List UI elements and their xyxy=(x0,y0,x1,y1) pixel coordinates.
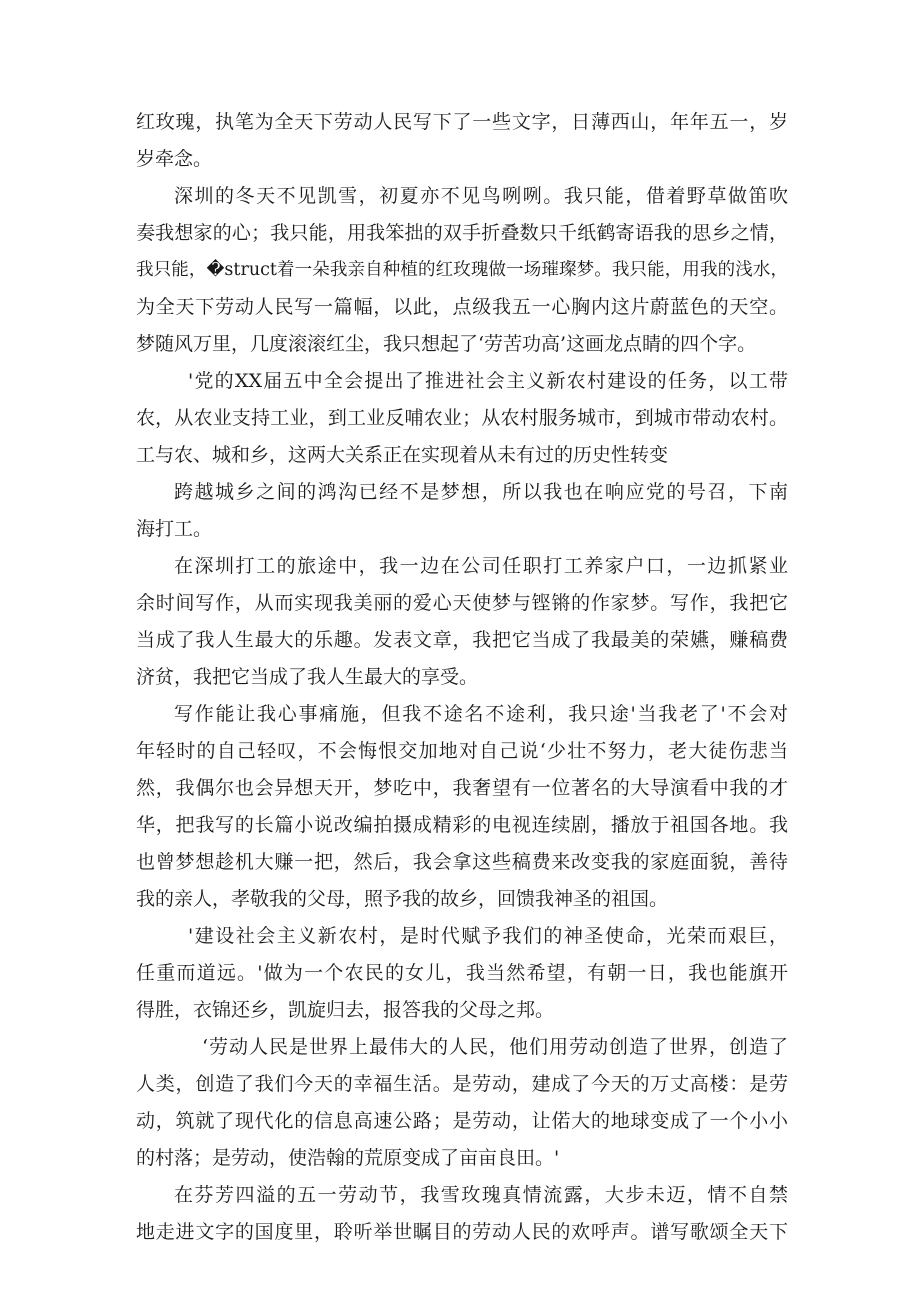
paragraph-2 xyxy=(136,178,788,363)
text-line: 华，把我写的长篇小说改编拍摄成精彩的电视连续剧，播放于祖国各地。我 xyxy=(136,814,788,836)
paragraph-9 xyxy=(136,1177,788,1251)
text-line: 为全天下劳动人民写一篇幅，以此，点级我五一心胸内这片蔚蓝色的天空。 xyxy=(136,296,788,318)
text-line: 也曾梦想趁机大赚一把，然后，我会拿这些稿费来改变我的家庭面貌，善待 xyxy=(136,851,788,873)
text-line: '建设社会主义新农村，是时代赋予我们的神圣使命，光荣而艰巨， xyxy=(188,925,788,947)
text-line: 梦随风万里，几度滚滚红尘，我只想起了‘劳苦功高’这画龙点睛的四个字。 xyxy=(136,333,757,355)
text-line: 得胜，衣锦还乡，凯旋归去，报答我的父母之邦。 xyxy=(136,999,555,1021)
text-line: 我只能，�struct着一朵我亲自种植的红玫瑰做一场璀璨梦。我只能，用我的浅水， xyxy=(136,260,788,280)
text-line: 工与农、城和乡，这两大关系正在实现着从未有过的历史性转变 xyxy=(136,444,669,466)
text-line: 余时间写作，从而实现我美丽的爱心天使梦与铿锵的作家梦。写作，我把它 xyxy=(136,592,788,614)
text-line: 地走进文字的国度里，聆听举世瞩目的劳动人民的欢呼声。谱写歌颂全天下 xyxy=(136,1221,788,1243)
text-line: 济贫，我把它当成了我人生最大的享受。 xyxy=(136,666,479,688)
paragraph-8 xyxy=(136,1029,788,1177)
text-line: 农，从农业支持工业，到工业反哺农业；从农村服务城市，到城市带动农村。 xyxy=(136,407,788,429)
text-line: '党的XX届五中全会提出了推进社会主义新农村建设的任务，以工带 xyxy=(188,370,788,392)
text-line: 跨越城乡之间的鸿沟已经不是梦想，所以我也在响应党的号召，下南 xyxy=(174,481,788,503)
paragraph-3 xyxy=(136,363,788,474)
text-line: 的村落；是劳动，使浩翰的荒原变成了亩亩良田。' xyxy=(136,1147,560,1169)
text-line: 动，筑就了现代化的信息高速公路；是劳动，让偌大的地球变成了一个小小 xyxy=(136,1110,788,1132)
text-line: 奏我想家的心；我只能，用我笨拙的双手折叠数只千纸鹤寄语我的思乡之情， xyxy=(136,222,788,244)
text-line: 在芬芳四溢的五一劳动节，我雪玫瑰真情流露，大步未迈，情不自禁 xyxy=(174,1184,788,1206)
text-line: 然，我偶尔也会异想天开，梦吃中，我奢望有一位著名的大导演看中我的才 xyxy=(136,777,788,799)
text-line: 红玫瑰，执笔为全天下劳动人民写下了一些文字，日薄西山，年年五一，岁 xyxy=(136,111,788,133)
text-line: 我的亲人，孝敬我的父母，照予我的故乡，回馈我神圣的祖国。 xyxy=(136,888,669,910)
paragraph-5 xyxy=(136,548,788,696)
paragraph-7 xyxy=(136,918,788,1029)
paragraph-1 xyxy=(136,104,788,178)
text-line: 在深圳打工的旅途中，我一边在公司任职打工养家户口，一边抓紧业 xyxy=(174,555,788,577)
document-body xyxy=(136,104,788,1251)
text-line: ‘劳动人民是世界上最伟大的人民，他们用劳动创造了世界，创造了 xyxy=(202,1036,788,1058)
paragraph-4 xyxy=(136,474,788,548)
text-line: 写作能让我心事痛施，但我不途名不途利，我只途'当我老了'不会对 xyxy=(174,703,788,725)
text-line: 人类，创造了我们今天的幸福生活。是劳动，建成了今天的万丈高楼：是劳 xyxy=(136,1073,788,1095)
paragraph-6 xyxy=(136,696,788,918)
text-line: 年轻时的自己轻叹，不会悔恨交加地对自己说‘少壮不努力，老大徒伤悲当 xyxy=(136,740,788,762)
text-line: 任重而道远。'做为一个农民的女儿，我当然希望，有朝一日，我也能旗开 xyxy=(136,962,788,984)
text-line: 岁牵念。 xyxy=(136,148,213,170)
text-line: 海打工。 xyxy=(136,518,213,540)
text-line: 深圳的冬天不见凯雪，初夏亦不见鸟咧咧。我只能，借着野草做笛吹 xyxy=(174,185,788,207)
text-line: 当成了我人生最大的乐趣。发表文章，我把它当成了我最美的荣嬿，赚稿费 xyxy=(136,629,788,651)
